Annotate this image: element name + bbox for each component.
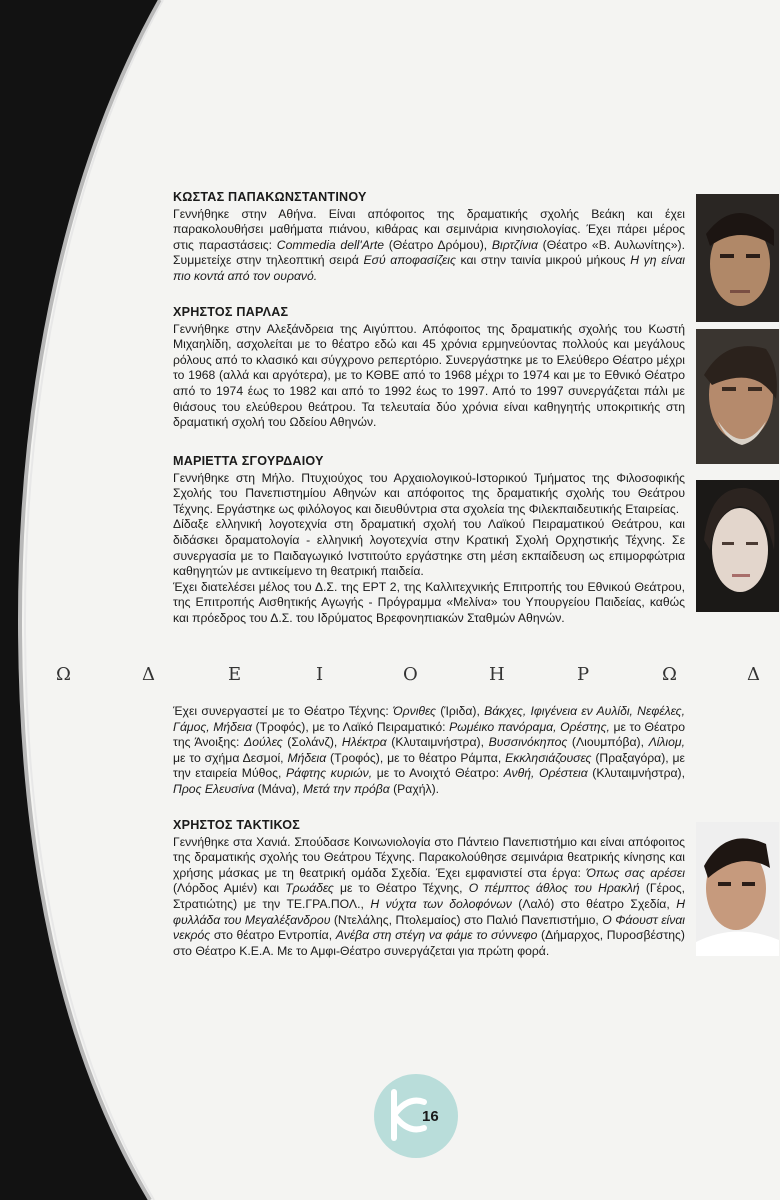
bio-name: ΧΡΗΣΤΟΣ ΠΑΡΛΑΣ xyxy=(173,305,289,319)
portrait-woman-icon xyxy=(696,480,779,612)
bio-text: Γεννήθηκε στη Μήλο. Πτυχιούχος του Αρχαιολογικού-Ιστορικού Τμήματος της Φιλοσοφικής Σχολής του Πανεπιστημίου Αθηνών και απόφοιτος της δραματικής σχολής του Θεάτρου Τέχνης. Εργάστηκε ως φιλόλογος και διευθύντρια στα σχολεία της Φιλεκπαιδευτικής Εταιρείας. xyxy=(173,470,685,516)
bio-text: Γεννήθηκε στην Αθήνα. Είναι απόφοιτος της δραματικής σχολής Βεάκη και έχει παρακολουθήσει μαθήματα πιάνου, κιθάρας και σεμινάρια κινησιολογίας. Έχει πάρει μέρος στις παραστάσεις: Commedia dell'Arte (Θέατρο Δρόμου), Βιρτζίνια (Θέατρο «Β. Αυλωνίτης»). Συμμετείχε στην τηλεοπτική σειρά Εσύ αποφασίζεις και στην ταινία μικρού μήκους Η γη είναι πιο κοντά από τον ουρανό. xyxy=(173,206,686,283)
banner-letter: Ο xyxy=(403,664,418,685)
odeion-banner xyxy=(0,664,780,690)
page-number: 16 xyxy=(422,1108,439,1125)
bio-name: ΧΡΗΣΤΟΣ ΤΑΚΤΙΚΟΣ xyxy=(173,818,300,832)
photo-christos-taktikos xyxy=(696,822,779,956)
bio-christos-parlas xyxy=(173,305,685,431)
banner-letter: Ι xyxy=(316,664,324,685)
bio-text: Έχει διατελέσει μέλος του Δ.Σ. της ΕΡΤ 2, της Καλλιτεχνικής Επιτροπής του Εθνικού Θεάτρου, της Επιτροπής Αισθητικής Αγωγής - Πρόγραμμα «Μελίνα» του Υπουργείου Παιδείας, καθώς και πρόεδρος του Δ.Σ. του Ιδρύματος Βρεφονηπιακών Σταθμών Αθηνών. xyxy=(173,579,685,625)
banner-letter: Δ xyxy=(747,664,760,685)
bio-text: Έχει συνεργαστεί με το Θέατρο Τέχνης: Όρνιθες (Ίριδα), Βάκχες, Ιφιγένεια εν Αυλίδι, Νεφέλες, Γάμος, Μήδεια (Τροφός), με το Λαϊκό Πειραματικό: Ρωμέικο πανόραμα, Ορέστης, με το Θέατρο της Άνοιξης: Δούλες (Σολάνζ), Ηλέκτρα (Κλυταιμνήστρα), Βυσσινόκηπος (Λιουμπόβα), Λίλιομ, με το σχήμα Δεσμοί, Μήδεια (Τροφός), με το θέατρο Ράμπα, Εκκλησιάζουσες (Πραξαγόρα), με την εταιρεία Μύθος, Ράφτης κυριών, με το Ανοιχτό Θέατρο: Ανθή, Ορέστεια (Κλυταιμνήστρα), Προς Ελευσίνα (Μάνα), Μετά την πρόβα (Ραχήλ). xyxy=(173,704,685,796)
banner-letter: Δ xyxy=(142,664,155,685)
banner-letter: Ρ xyxy=(577,664,590,685)
bio-name: ΚΩΣΤΑΣ ΠΑΠΑΚΩΝΣΤΑΝΤΙΝΟΥ xyxy=(173,190,367,204)
photo-marietta xyxy=(696,480,779,612)
bio-marietta-continued xyxy=(173,704,685,798)
banner-letter: Ω xyxy=(662,664,677,685)
banner-letter: Ω xyxy=(56,664,71,685)
portrait-bearded-man-icon xyxy=(696,329,779,464)
banner-letter: Η xyxy=(489,664,505,685)
portrait-young-man-icon xyxy=(696,194,779,322)
portrait-young-man-2-icon xyxy=(696,822,779,956)
bio-marietta-sgourdaiou xyxy=(173,454,685,627)
photo-kostas xyxy=(696,194,779,322)
bio-text: Γεννήθηκε στα Χανιά. Σπούδασε Κοινωνιολογία στο Πάντειο Πανεπιστήμιο και είναι απόφοιτος της δραματικής σχολής του Θεάτρου Τέχνης. Παρακολούθησε σεμινάρια θεατρικής κίνησης και χρήσης μάσκας με τη θεατρική ομάδα Σχεδία. Έχει εμφανιστεί στα έργα: Όπως σας αρέσει (Λόρδος Αμιέν) και Τρωάδες με το Θέατρο Τέχνης, Ο πέμπτος άθλος του Ηρακλή (Γέρος, Στρατιώτης) με την ΤΕ.ΓΡΑ.ΠΟΛ., Η νύχτα των δολοφόνων (Λαλό) στο θέατρο Σχεδία, Η φυλλάδα του Μεγαλέξανδρου (Ντελάλης, Πτολεμαίος) στο Παλιό Πανεπιστήμιο, Ο Φάουστ είναι νεκρός στο θέατρο Εντροπία, Ανέβα στη στέγη να φάμε το σύννεφο (Δήμαρχος, Πυροσβέστης) στο Θέατρο Κ.Ε.Α. Με το Αμφι-Θέατρο συνεργάζεται για πρώτη φορά. xyxy=(173,834,686,958)
bio-kostas-papakonstantinou xyxy=(173,190,685,285)
photo-christos-parlas xyxy=(696,329,779,464)
bio-christos-taktikos xyxy=(173,818,685,959)
bio-name: ΜΑΡΙΕΤΤΑ ΣΓΟΥΡΔΑΙΟΥ xyxy=(173,454,324,468)
bio-text: Γεννήθηκε στην Αλεξάνδρεια της Αιγύπτου. Απόφοιτος της δραματικής σχολής του Κωστή Μιχαηλίδη, ασχολείται με το θέατρο εδώ και 45 χρόνια ερμηνεύοντας πολλούς και μεγάλους ρόλους από το κλασικό και σύγχρονο ρεπερτόριο. Συνεργάστηκε με το Ελεύθερο Θέατρο μέχρι το 1968 (αλλά και αργότερα), με το ΚΘΒΕ από το 1968 μέχρι το 1974 και με το Εθνικό Θέατρο από το 1974 έως το 1982 και από το 1992 έως το 1997. Από το 1997 συνεργάζεται πάλι με θιάσους του ελεύθερου θεάτρου. Τα τελευταία δύο χρόνια είναι καθηγητής υποκριτικής στη δραματική σχολή του Ωδείου Αθηνών. xyxy=(173,321,685,430)
page-logo xyxy=(374,1074,458,1158)
bio-text: Δίδαξε ελληνική λογοτεχνία στη δραματική σχολή του Λαϊκού Πειραματικού Θεάτρου, και διδάσκει δραματολογία - ελληνική λογοτεχνία στην Κρατική Σχολή Ορχηστικής Τέχνης. Σε συνεργασία με το Παιδαγωγικό Ινστιτούτο εργάστηκε στη μέση εκπαίδευση ως επιμορφώτρια καθηγητών με αντικείμενο τη θεατρική παιδεία. xyxy=(173,517,685,579)
banner-letter: Ε xyxy=(228,664,242,685)
